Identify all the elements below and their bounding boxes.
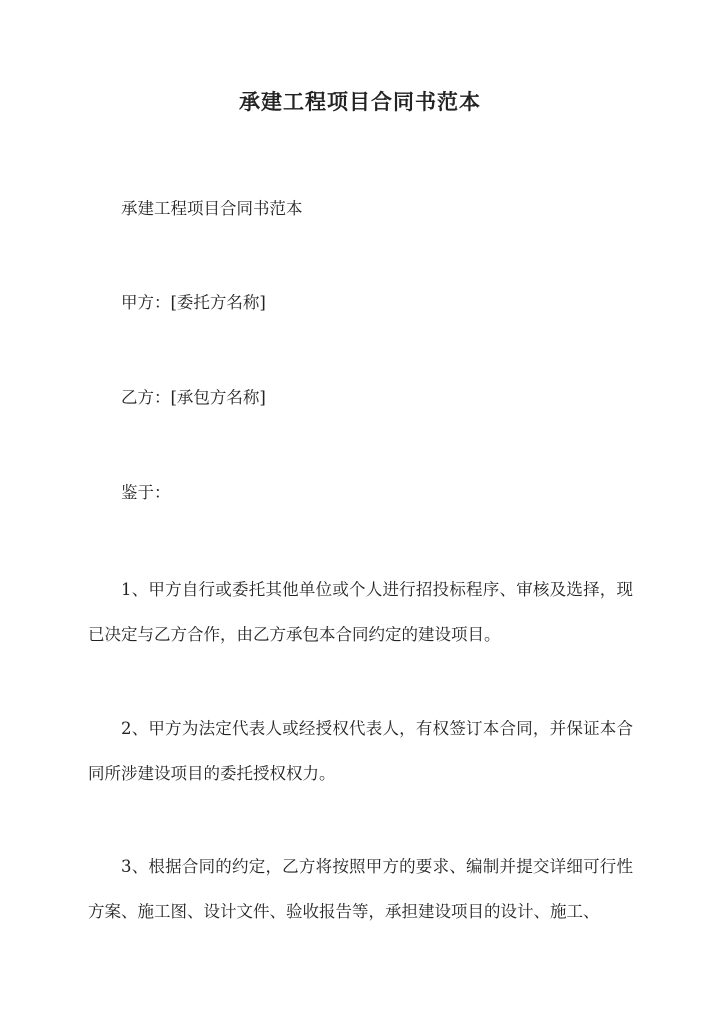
document-title: 承建工程项目合同书范本 — [239, 89, 481, 114]
paragraph-whereas: 鉴于： — [121, 483, 171, 502]
paragraph-heading-repeat: 承建工程项目合同书范本 — [121, 199, 303, 218]
paragraph-clause-2: 2、甲方为法定代表人或经授权代表人，有权签订本合同，并保证本合同所涉建设项目的委托授权权力。 — [88, 719, 633, 783]
paragraph-party-b: 乙方：[承包方名称] — [121, 388, 266, 407]
paragraph-clause-3: 3、根据合同的约定，乙方将按照甲方的要求、编制并提交详细可行性方案、施工图、设计文件、验收报告等，承担建设项目的设计、施工、 — [88, 857, 633, 921]
paragraph-clause-1: 1、甲方自行或委托其他单位或个人进行招投标程序、审核及选择，现已决定与乙方合作，由乙方承包本合同约定的建设项目。 — [88, 580, 633, 644]
paragraph-party-a: 甲方：[委托方名称] — [121, 293, 266, 312]
